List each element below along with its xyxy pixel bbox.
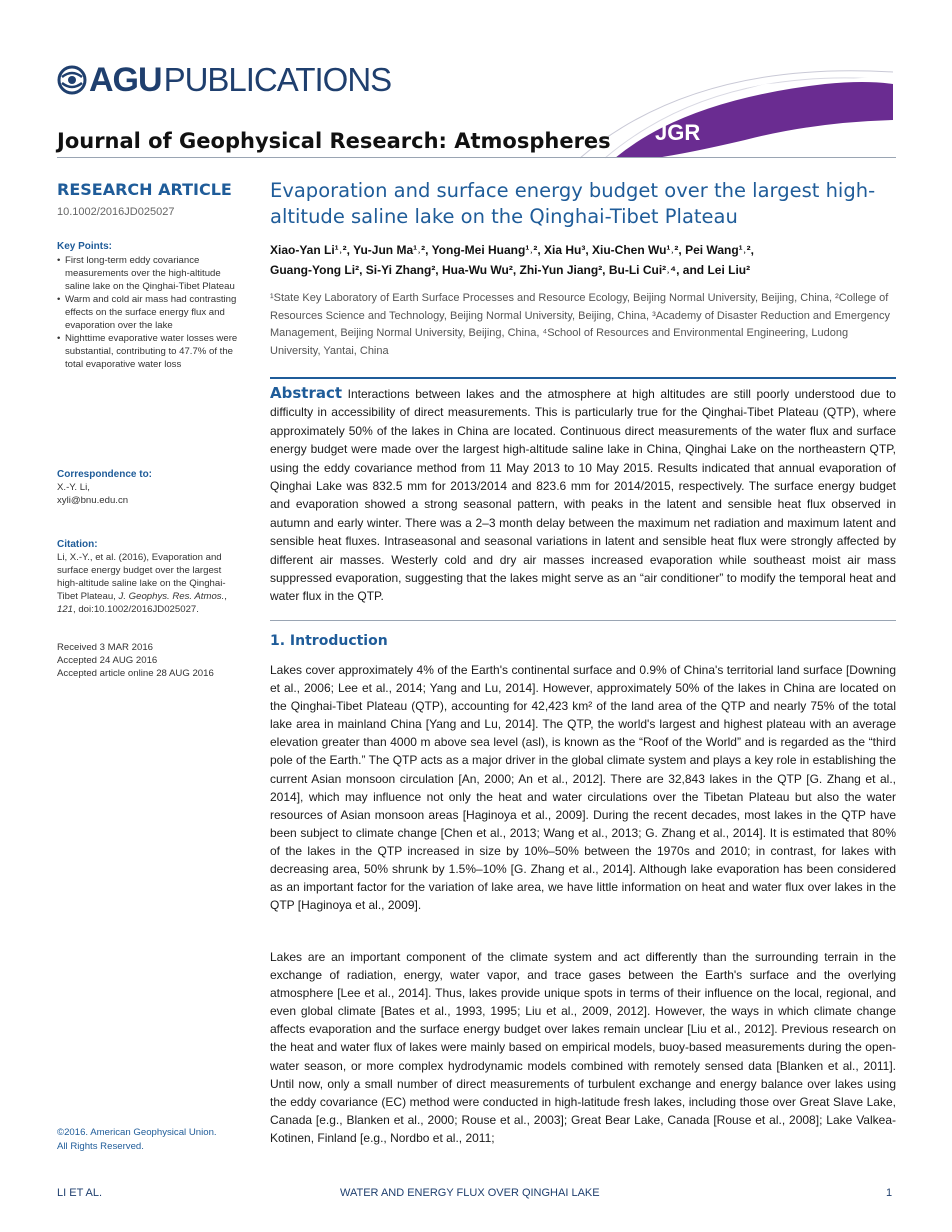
article-type: RESEARCH ARTICLE	[57, 180, 232, 199]
footer-running-title: WATER AND ENERGY FLUX OVER QINGHAI LAKE	[340, 1187, 600, 1199]
accepted-date: Accepted 24 AUG 2016	[57, 655, 158, 666]
abstract-bottom-rule	[270, 620, 896, 621]
key-points-section	[57, 241, 242, 371]
jgr-badge-label: JGR	[655, 120, 701, 145]
section-heading-introduction: 1. Introduction	[270, 633, 388, 649]
logo-agu-text: AGU	[89, 60, 162, 99]
authors-line-1: Xiao-Yan Li¹˒², Yu-Jun Ma¹˒², Yong-Mei Huang¹˒², Xia Hu³, Xiu-Chen Wu¹˒², Pei Wang¹˒²,	[270, 243, 754, 257]
logo-publications-text: PUBLICATIONS	[163, 61, 392, 98]
copyright-notice	[57, 1126, 257, 1154]
author-list	[270, 240, 900, 280]
received-date: Received 3 MAR 2016	[57, 642, 153, 653]
key-point-3: • Nighttime evaporative water losses were substantial, contributing to 47.7% of the total evaporative water loss	[57, 332, 242, 371]
correspondence-heading: Correspondence to:	[57, 469, 153, 480]
correspondence-section	[57, 469, 242, 507]
citation-volume: 121	[57, 604, 74, 615]
affiliations: ¹State Key Laboratory of Earth Surface Processes and Resource Ecology, Beijing Normal University, Beijing, China, ²College of Resources Science and Technology, Beijing Normal University, Beijing, China, ³Academy of Disaster Reduction and Emergency Management, Beijing Normal University, Beijing, China, ⁴School of Resources and Environmental Engineering, Ludong University, Yantai, China	[270, 292, 890, 357]
citation-sep: ,	[224, 591, 227, 602]
copyright-line-1: ©2016. American Geophysical Union.	[57, 1127, 217, 1138]
key-point-1: • First long-term eddy covariance measurements over the high-altitude saline lake on the Qinghai-Tibet Plateau	[57, 254, 242, 293]
citation-section	[57, 539, 242, 616]
article-title: Evaporation and surface energy budget over the largest high-altitude saline lake on the Qinghai-Tibet Plateau	[270, 179, 876, 228]
intro-paragraph-2: Lakes are an important component of the climate system and act differently than the surrounding terrain in the exchange of radiation, energy, water vapor, and trace gases between the Earth's surface and the overlying atmosphere [Lee et al., 2014]. Thus, lakes provide unique spots in terms of their influence on the local, regional, and even global climate [Bates et al., 1993, 1995; Liu et al., 2009, 2012]. However, the ways in which climate change affects evaporation and the surface energy budget over lakes remain unclear [Liu et al., 2012]. Previous research on the heat and water flux of lakes were mainly based on empirical models, buoy-based measurements during the open-water season, or more complex hydrodynamic models combined with remotely sensed data [Blanken et al., 2011]. Until now, only a small number of direct measurements of turbulent exchange and energy balance over lakes using the eddy covariance (EC) method were conducted in high-latitude fresh lakes, including those over Great Slave Lake, Canada [e.g., Blanken et al., 2000; Rouse et al., 2003]; Great Bear Lake, Canada [Rouse et al., 2008]; Lake Valkea-Kotinen, Finland [e.g., Nordbo et al., 2011;	[270, 950, 896, 1145]
abstract-block	[270, 384, 896, 606]
citation-text-1: Li, X.-Y., et al. (2016), Evaporation and surface energy budget over the largest high-altitude saline lake on the Qinghai-Tibet Plateau,	[57, 552, 226, 602]
intro-paragraph-1: Lakes cover approximately 4% of the Earth's continental surface and 0.9% of China's territorial land surface [Downing et al., 2006; Lee et al., 2014; Yang and Lu, 2014]. However, approximately 50% of the lakes in China are located on the Qinghai-Tibet Plateau (QTP), accounting for 42,423 km² of the land area of the QTP and nearly 75% of the total lake area in mainland China [Yang and Lu, 2014]. The QTP, the world's largest and highest plateau with an average elevation greater than 4000 m above sea level (asl), is known as the “Roof of the World” and is regarded as the “third pole of the Earth.” The QTP acts as a major driver in the global climate system and plays a key role in establishing the current Asian monsoon circulation [An, 2000; An et al., 2012]. There are 32,843 lakes in the QTP [G. Zhang et al., 2014], which may influence not only the heat and water circulations over the Tibetan Plateau but also the water resources of Asian monsoon areas [Haginoya et al., 2009]. During the recent decades, most lakes in the QTP have been subject to climate change [Chen et al., 2013; Wang et al., 2013; G. Zhang et al., 2014]. It is estimated that 80% of the lakes in the QTP increased in size by 10%–50% between the 1970s and 2010; in contrast, for lakes with decreasing area, 50% shrunk by 1.5%–10% [G. Zhang et al., 2014]. Although lake evaporation has been considered as an important factor for the variation of lake area, we have little information on heat and water flux over lakes in the QTP [Haginoya et al., 2009].	[270, 663, 896, 913]
journal-title: Journal of Geophysical Research: Atmospheres	[57, 129, 611, 153]
abstract-text: Interactions between lakes and the atmosphere at high altitudes are still poorly understood due to difficulty in accessibility of direct measurements. This is particularly true for the Qinghai-Tibet Plateau (QTP), where approximately 50% of the lakes in China are located. Continuous direct measurements of the water flux and surface energy budget were made over the largest high-altitude saline lake in China, Qinghai Lake on the northeastern QTP, using the eddy covariance method from 11 May 2013 to 10 May 2015. Results indicated that annual evaporation of Qinghai Lake was 832.5 mm for 2013/2014 and 823.6 mm for 2014/2015, respectively. The surface energy budget and evaporation showed a strong seasonal pattern, with peaks in the latent and sensible heat flux observed in autumn and early winter. There was a 2–3 month delay between the maximum net radiation and maximum latent and sensible heat fluxes. Intraseasonal and seasonal variations in latent and sensible heat flux were strongly affected by different air masses. Westerly cold and dry air masses increased evaporation while southeast moist air mass suppressed evaporation, suggesting that the lakes might serve as an “air conditioner” to modify the temporal heat and water flux in the QTP.	[270, 387, 896, 604]
key-points-heading: Key Points:	[57, 241, 113, 252]
key-point-2: • Warm and cold air mass had contrasting effects on the surface energy flux and evaporation over the lake	[57, 293, 242, 332]
abstract-heading: Abstract	[270, 384, 343, 402]
correspondence-name: X.-Y. Li,	[57, 482, 90, 493]
accepted-online-date: Accepted article online 28 AUG 2016	[57, 668, 214, 679]
article-doi: 10.1002/2016JD025027	[57, 206, 175, 218]
agu-publications-logo	[57, 60, 391, 100]
citation-journal: J. Geophys. Res. Atmos.	[118, 591, 225, 602]
abstract-top-rule	[270, 377, 896, 379]
dates-section	[57, 641, 257, 680]
citation-heading: Citation:	[57, 539, 98, 550]
footer-authors: LI ET AL.	[57, 1187, 103, 1199]
key-points-list	[57, 254, 242, 371]
header-divider	[57, 157, 896, 158]
correspondence-email[interactable]: xyli@bnu.edu.cn	[57, 495, 129, 506]
citation-text-2: , doi:10.1002/2016JD025027.	[73, 604, 199, 615]
copyright-line-2: All Rights Reserved.	[57, 1141, 144, 1152]
authors-line-2: Guang-Yong Li², Si-Yi Zhang², Hua-Wu Wu², Zhi-Yun Jiang², Bu-Li Cui²˒⁴, and Lei Liu²	[270, 263, 751, 277]
agu-globe-icon	[57, 65, 87, 95]
page-number: 1	[886, 1187, 893, 1199]
jgr-badge	[575, 70, 895, 160]
citation-text	[57, 551, 242, 616]
